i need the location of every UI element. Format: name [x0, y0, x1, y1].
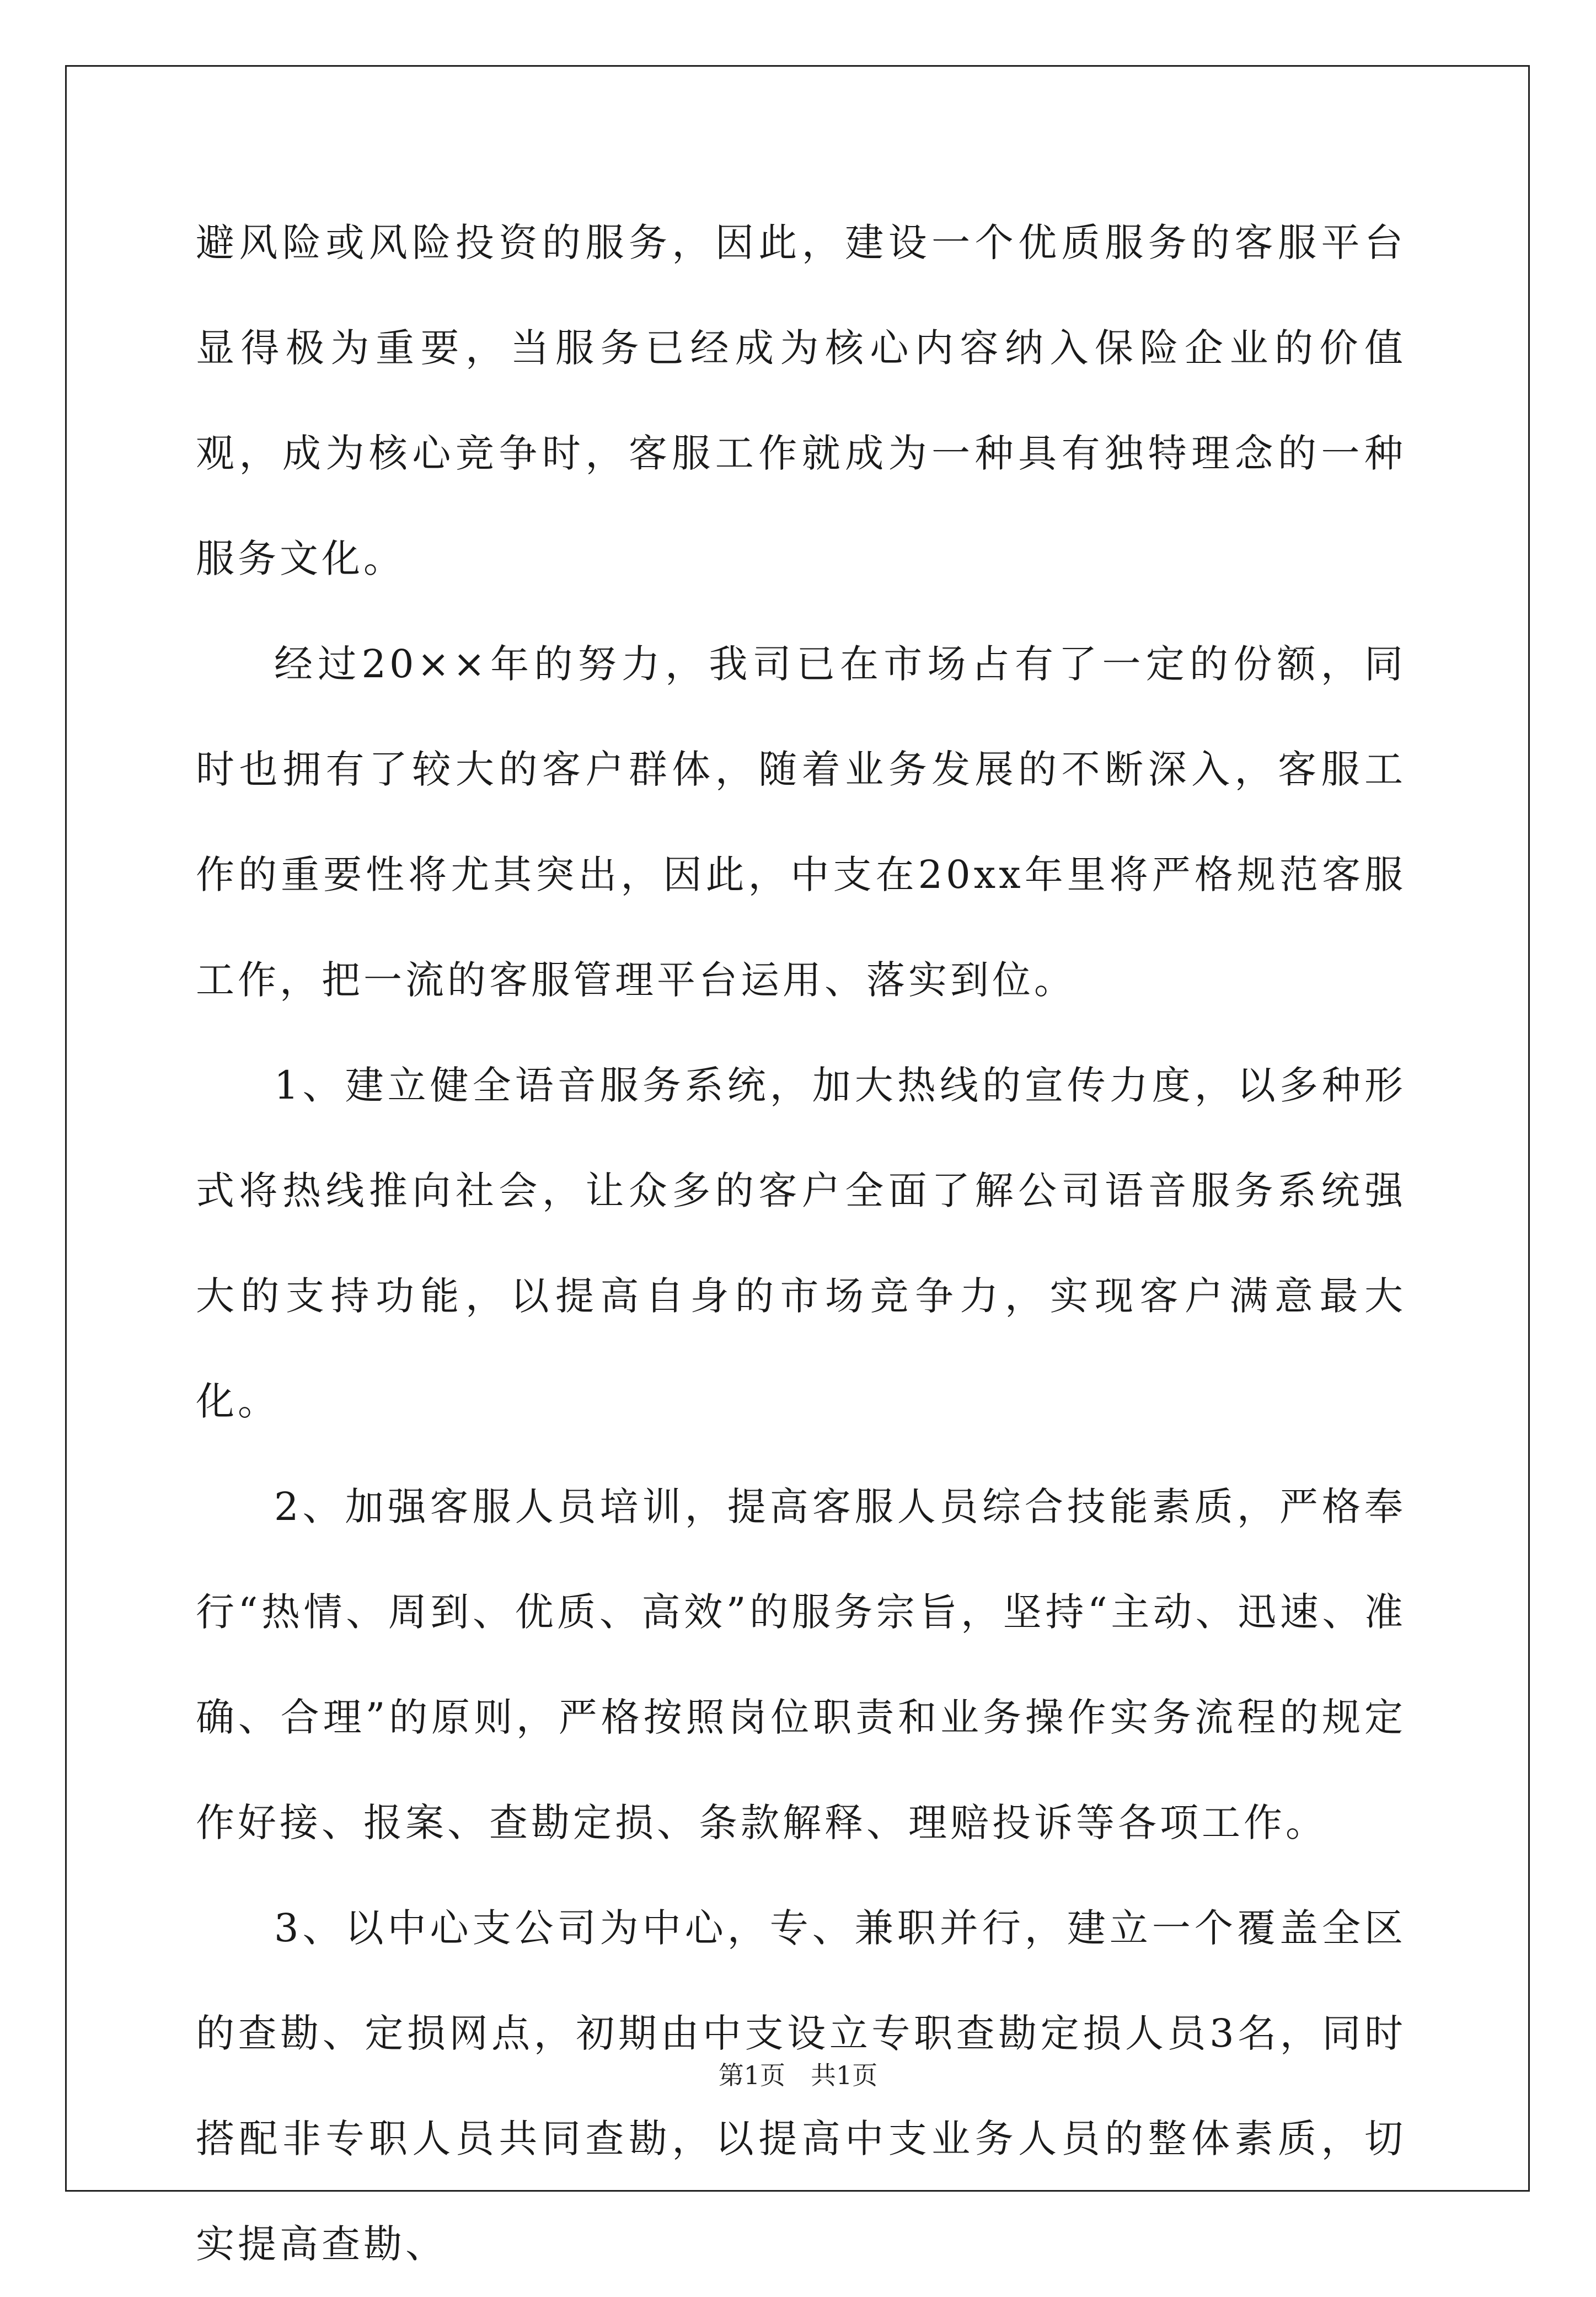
paragraph-4: 2、加强客服人员培训，提高客服人员综合技能素质，严格奉行“热情、周到、优质、高效”的服务宗旨，坚持“主动、迅速、准确、合理”的原则，严格按照岗位职责和业务操作实务流程的规定作好接、报案、查勘定损、条款解释、理赔投诉等各项工作。	[196, 1484, 1406, 1845]
page-number-footer: 第1页 共1页	[718, 2060, 878, 2090]
paragraph-5: 3、以中心支公司为中心，专、兼职并行，建立一个覆盖全区的查勘、定损网点，初期由中支设立专职查勘定损人员3名，同时搭配非专职人员共同查勘，以提高中支业务人员的整体素质，切实提高查勘、	[196, 1905, 1406, 2267]
paragraph-2: 经过20××年的努力，我司已在市场占有了一定的份额，同时也拥有了较大的客户群体，随着业务发展的不断深入，客服工作的重要性将尤其突出，因此，中支在20xx年里将严格规范客服工作，把一流的客服管理平台运用、落实到位。	[196, 641, 1406, 1003]
paragraph-1: 避风险或风险投资的服务，因此，建设一个优质服务的客服平台显得极为重要，当服务已经成为核心内容纳入保险企业的价值观，成为核心竞争时，客服工作就成为一种具有独特理念的一种服务文化。	[196, 220, 1406, 581]
document-body	[196, 190, 1406, 2297]
paragraph-3: 1、建立健全语音服务系统，加大热线的宣传力度，以多种形式将热线推向社会，让众多的客户全面了解公司语音服务系统强大的支持功能，以提高自身的市场竞争力，实现客户满意最大化。	[196, 1063, 1406, 1424]
